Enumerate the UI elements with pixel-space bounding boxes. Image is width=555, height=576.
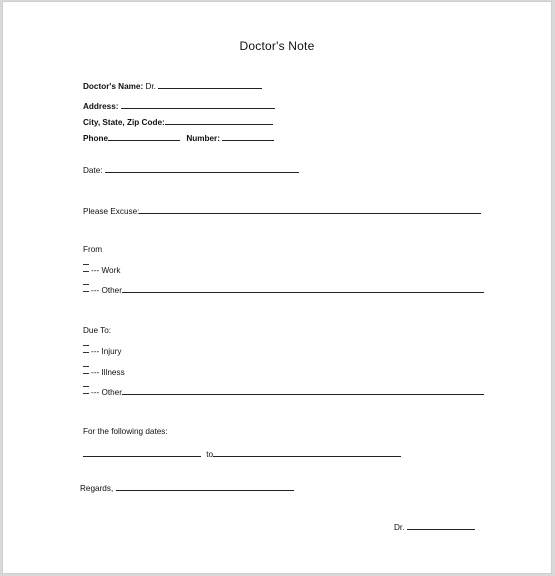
please-excuse-row xyxy=(83,205,481,217)
checkbox-work[interactable] xyxy=(83,264,89,272)
from-option-work-label: --- Work xyxy=(91,266,121,275)
date-row xyxy=(83,164,299,176)
due-to-option-injury xyxy=(83,345,121,357)
city-state-zip-field[interactable] xyxy=(165,116,273,125)
doctor-name-row xyxy=(83,80,262,92)
document-page xyxy=(2,1,552,574)
regards-label: Regards, xyxy=(80,484,114,493)
checkbox-illness[interactable] xyxy=(83,366,89,374)
from-label: From xyxy=(83,245,103,254)
due-to-option-other-label: --- Other xyxy=(91,388,122,397)
due-to-option-injury-label: --- Injury xyxy=(91,347,122,356)
regards-field[interactable] xyxy=(116,482,294,491)
phone-row xyxy=(83,132,274,144)
from-other-field[interactable] xyxy=(122,284,484,293)
checkbox-injury[interactable] xyxy=(83,345,89,353)
phone-field[interactable] xyxy=(108,132,180,141)
from-option-other-label: --- Other xyxy=(91,286,122,295)
doctor-name-label: Doctor's Name: xyxy=(83,82,144,91)
start-date-field[interactable] xyxy=(83,448,201,457)
address-row xyxy=(83,100,275,112)
to-label: to xyxy=(206,450,214,459)
from-option-work xyxy=(83,264,120,276)
date-field[interactable] xyxy=(105,164,299,173)
please-excuse-label: Please Excuse: xyxy=(83,207,140,216)
checkbox-due-other[interactable] xyxy=(83,386,89,394)
date-label: Date: xyxy=(83,166,103,175)
number-field[interactable] xyxy=(222,132,274,141)
due-to-option-other xyxy=(83,386,484,398)
doctor-name-field[interactable] xyxy=(158,80,262,89)
address-field[interactable] xyxy=(121,100,275,109)
signature-field[interactable] xyxy=(407,521,475,530)
please-excuse-field[interactable] xyxy=(139,205,481,214)
phone-label: Phone xyxy=(83,134,109,143)
checkbox-from-other[interactable] xyxy=(83,284,89,292)
city-state-zip-row xyxy=(83,116,273,128)
signature-prefix: Dr. xyxy=(394,523,405,532)
regards-row xyxy=(80,482,294,494)
address-label: Address: xyxy=(83,102,119,111)
doctor-name-prefix: Dr. xyxy=(145,82,156,91)
signature-row xyxy=(394,521,475,533)
number-label: Number: xyxy=(186,134,220,143)
city-state-zip-label: City, State, Zip Code: xyxy=(83,118,165,127)
end-date-field[interactable] xyxy=(213,448,401,457)
following-dates-row xyxy=(83,448,401,460)
due-to-label: Due To: xyxy=(83,326,112,335)
due-to-option-illness xyxy=(83,366,125,378)
following-dates-label: For the following dates: xyxy=(83,427,168,436)
due-to-option-illness-label: --- Illness xyxy=(91,368,125,377)
document-title: Doctor's Note xyxy=(239,39,315,53)
from-option-other xyxy=(83,284,484,296)
due-to-other-field[interactable] xyxy=(122,386,484,395)
